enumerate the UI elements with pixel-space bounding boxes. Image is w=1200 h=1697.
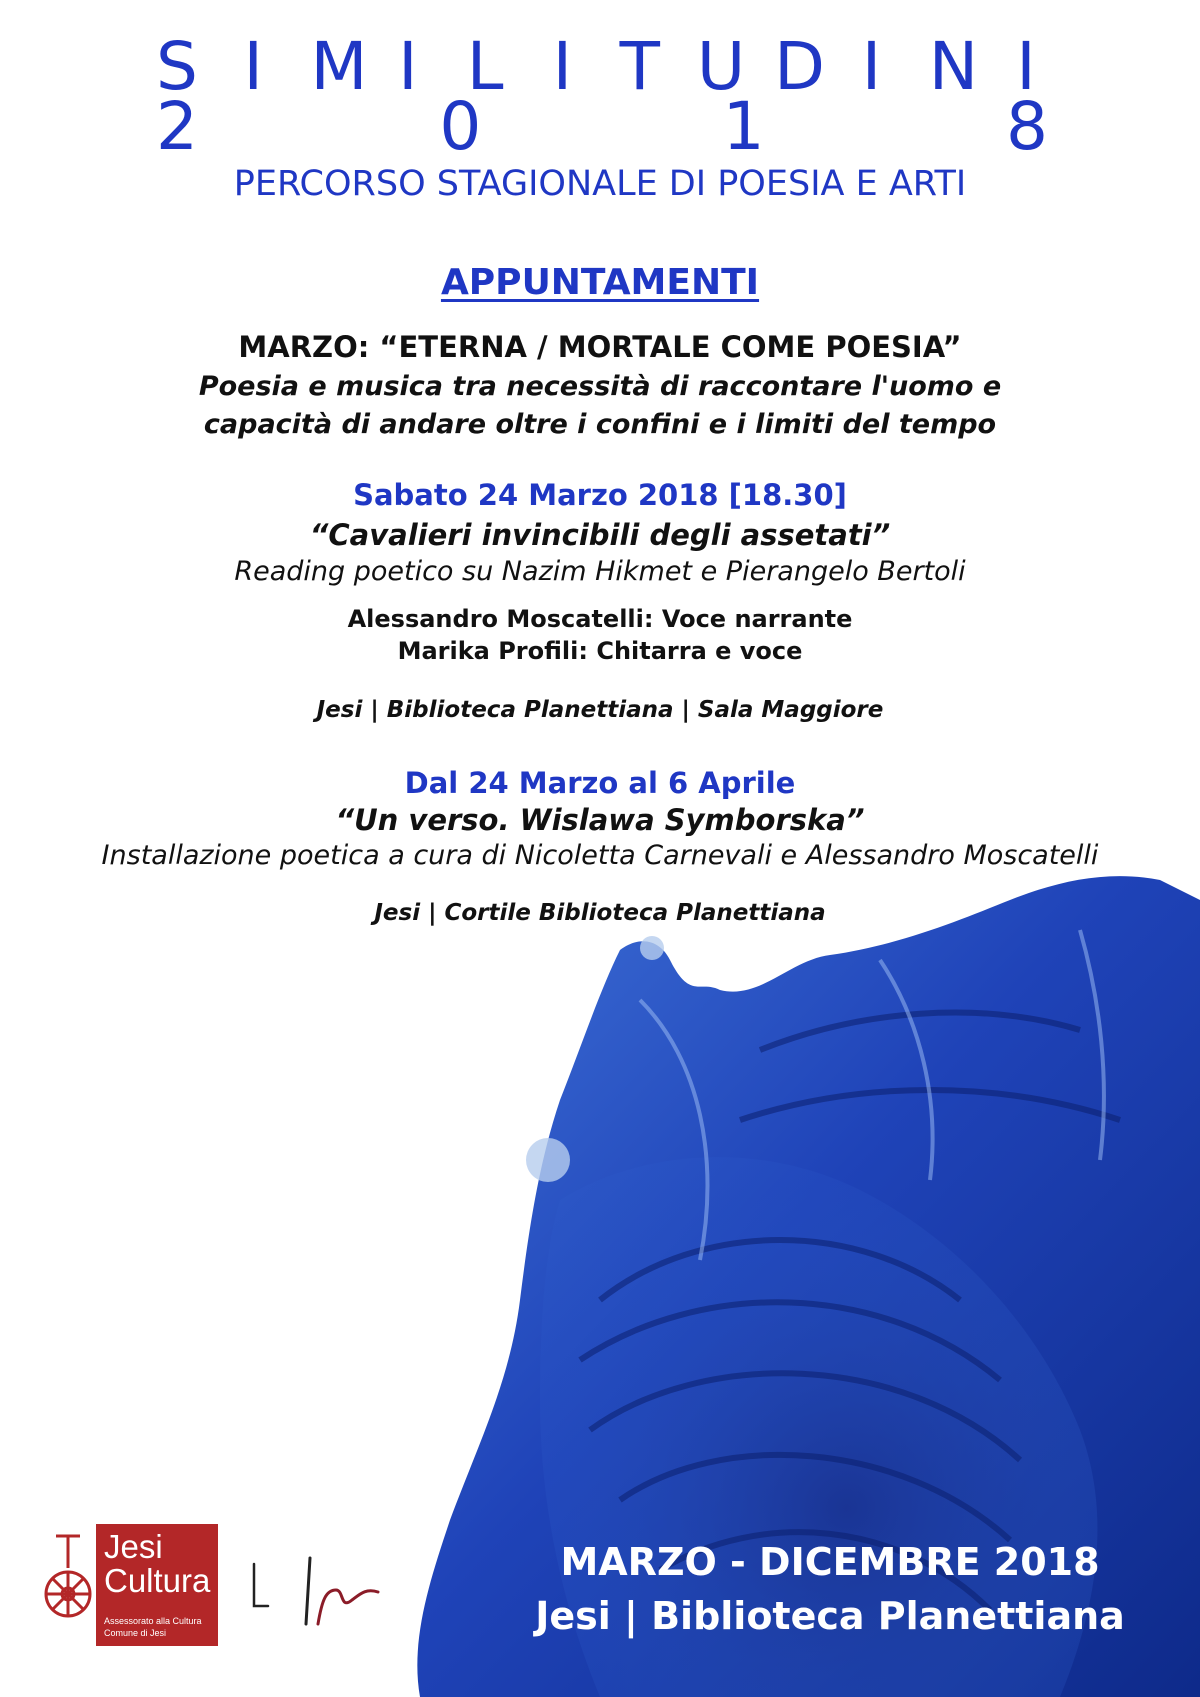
jesi-cultura-logo [96, 1524, 218, 1646]
event-credit: Marika Profili: Chitarra e voce [397, 637, 803, 665]
footer-dates: MARZO - DICEMBRE 2018 [560, 1540, 1100, 1584]
event-subtitle: Reading poetico su Nazim Hikmet e Pierangelo Bertoli [234, 556, 966, 587]
title-letter: I [552, 28, 573, 105]
year-digit: 0 [439, 88, 482, 165]
footer-venue: Jesi | Biblioteca Planettiana [535, 1594, 1125, 1638]
title-letter: U [696, 28, 746, 105]
year-digit: 1 [722, 88, 765, 165]
lr-logo [244, 1554, 386, 1626]
month-description-line: capacità di andare oltre i confini e i limiti del tempo [203, 409, 997, 440]
title-letter: T [619, 28, 660, 105]
event-date: Sabato 24 Marzo 2018 [18.30] [353, 478, 847, 512]
section-heading: APPUNTAMENTI [440, 262, 760, 303]
month-description-line: Poesia e musica tra necessità di raccontare l'uomo e [198, 371, 1002, 402]
logo-caption: Comune di Jesi [104, 1628, 167, 1638]
title-letter: D [774, 28, 825, 105]
wheel-cross-icon [42, 1528, 94, 1628]
title-letter: M [310, 28, 368, 105]
title-letter: I [398, 28, 418, 105]
year-digit: 2 [156, 88, 198, 165]
event-venue: Jesi | Cortile Biblioteca Planettiana [374, 900, 826, 926]
event-credit: Alessandro Moscatelli: Voce narrante [347, 605, 853, 633]
title-letter: I [1016, 28, 1036, 105]
event-subtitle: Installazione poetica a cura di Nicoletta Carnevali e Alessandro Moscatelli [101, 840, 1099, 871]
title-letter: N [928, 28, 979, 105]
event-title: “Cavalieri invincibili degli assetati” [309, 518, 891, 552]
event-venue: Jesi | Biblioteca Planettiana | Sala Maggiore [316, 697, 884, 723]
logo-name: Jesi [104, 1528, 163, 1565]
logo-caption: Assessorato alla Cultura [104, 1616, 202, 1626]
year-digit: 8 [1006, 88, 1048, 165]
title-letter: I [243, 28, 263, 105]
event-title: “Un verso. Wislawa Symborska” [335, 803, 865, 837]
title-letter: L [466, 28, 504, 105]
event-date: Dal 24 Marzo al 6 Aprile [404, 766, 796, 800]
title-letter: I [861, 28, 882, 105]
month-description [0, 368, 1200, 444]
festival-subtitle: PERCORSO STAGIONALE DI POESIA E ARTI [233, 164, 967, 204]
month-title: MARZO: “ETERNA / MORTALE COME POESIA” [238, 330, 962, 364]
logo-name: Cultura [104, 1562, 211, 1599]
title-letter: S [156, 28, 198, 105]
